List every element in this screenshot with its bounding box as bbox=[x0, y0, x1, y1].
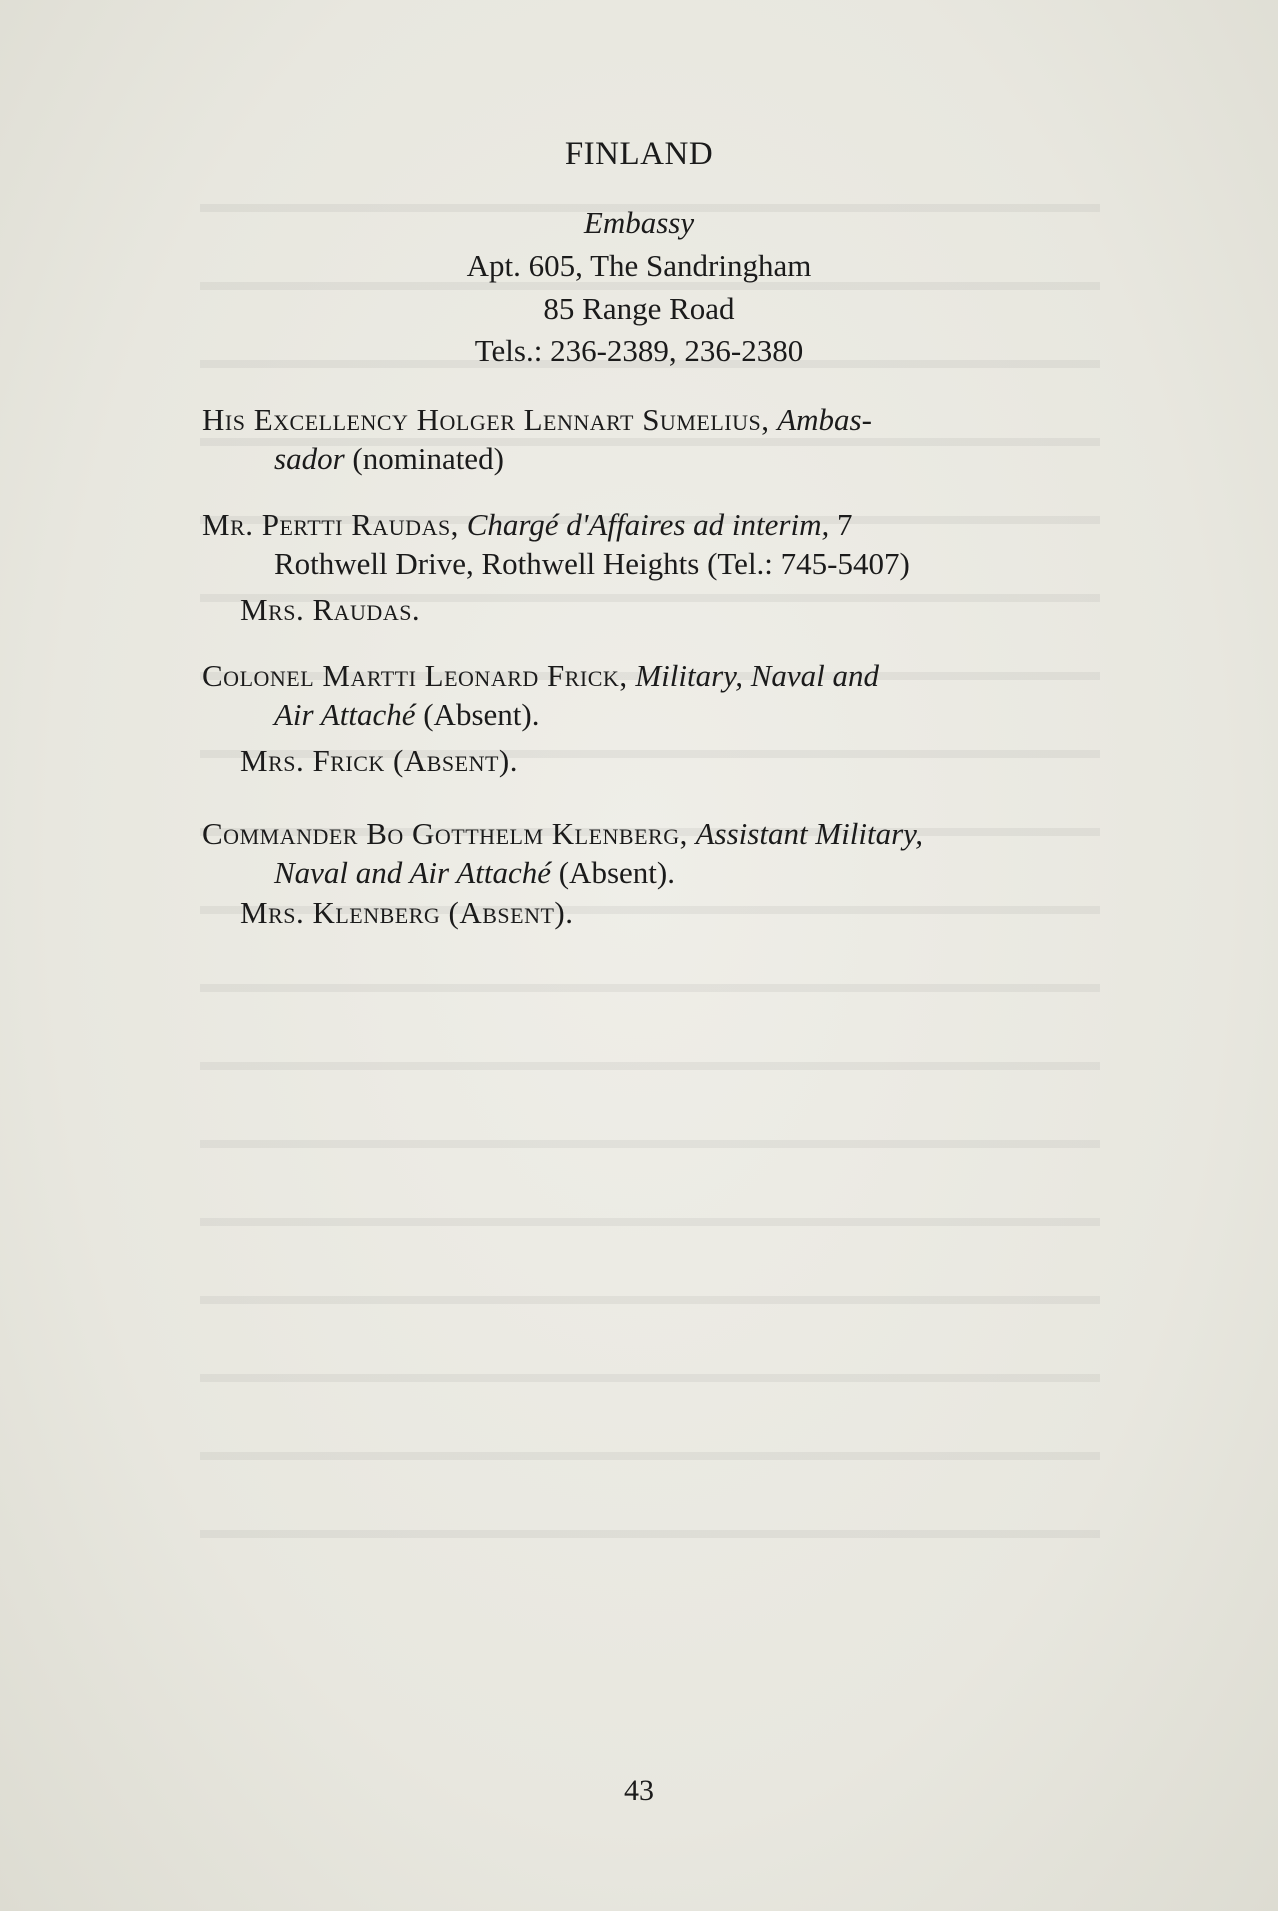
entry-note: (nominated) bbox=[352, 441, 504, 476]
spouse-entry: Mrs. Klenberg (Absent). bbox=[240, 895, 574, 930]
person-title: Assistant Military, bbox=[695, 816, 923, 851]
person-title-cont: Naval and Air Attaché bbox=[274, 855, 551, 890]
person-title: Ambas- bbox=[777, 402, 872, 437]
entry-continuation bbox=[202, 439, 1112, 478]
entry-charge-daffaires bbox=[202, 505, 1112, 583]
address-start: 7 bbox=[836, 507, 853, 542]
person-name: His Excellency Holger Lennart Sumelius, bbox=[202, 402, 770, 437]
person-name: Mr. Pertti Raudas, bbox=[202, 507, 459, 542]
entry-note: (Absent). bbox=[423, 697, 540, 732]
person-name: Colonel Martti Leonard Frick, bbox=[202, 658, 628, 693]
person-title: Chargé d'Affaires ad interim, bbox=[466, 507, 830, 542]
embassy-address-line1: Apt. 605, The Sandringham bbox=[466, 248, 812, 283]
entry-ambassador bbox=[202, 400, 1112, 478]
page-number: 43 bbox=[624, 1774, 654, 1807]
person-title: Military, Naval and bbox=[635, 658, 880, 693]
embassy-telephones: Tels.: 236-2389, 236-2380 bbox=[474, 333, 804, 368]
entry-continuation bbox=[202, 695, 1112, 734]
country-heading: FINLAND bbox=[564, 136, 714, 172]
person-title-cont: sador bbox=[274, 441, 345, 476]
entry-assistant-attache bbox=[202, 814, 1112, 892]
spouse-entry: Mrs. Raudas. bbox=[240, 592, 421, 627]
person-title-cont: Air Attaché bbox=[274, 697, 416, 732]
address-line: Rothwell Drive, Rothwell Heights (Tel.: 745-5407) bbox=[274, 546, 910, 581]
entry-military-attache bbox=[202, 656, 1112, 734]
spouse-entry: Mrs. Frick (Absent). bbox=[240, 743, 518, 778]
entry-note: (Absent). bbox=[558, 855, 675, 890]
embassy-address-line2: 85 Range Road bbox=[543, 291, 735, 326]
entry-continuation bbox=[202, 853, 1112, 892]
person-name: Commander Bo Gotthelm Klenberg, bbox=[202, 816, 688, 851]
embassy-label: Embassy bbox=[583, 205, 695, 240]
